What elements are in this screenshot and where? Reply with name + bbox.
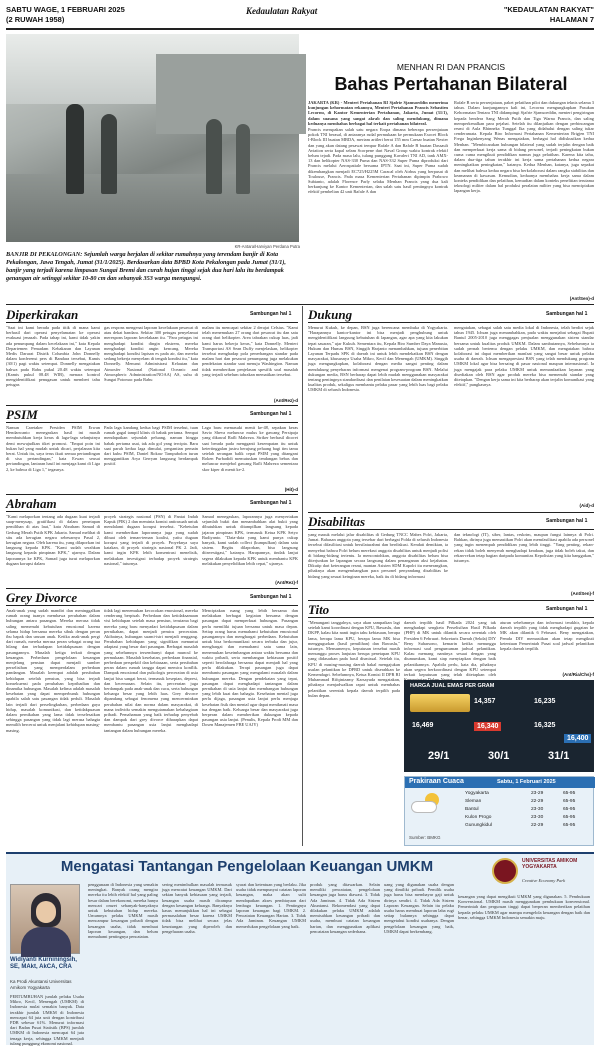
lead-col1-text: Prancis merupakan salah satu negara Eropa dimana beberapa persenjataan pokok TNI berasal, di antaranya rudal permukaan ke permukaan Exocet Block I-Block III buatan MBDA, meriam artileri berat 155 mm Caesar buatan Nexter dan yang akan datang pesawat tempur Rafale A dan Rafale B buatan Dassault Aviation serta kapal selam Scorpene dari Naval Group waktu kontrak efektif belum tejadi. Pada masa lalu, tulang punggung Kavaleri TNI AD, tank AMX-13 dan helikopter NAS-330 Puma dan NAS-332 Super Puma diproduksi dari Prancis melalui Aerospatiale bersama IPTN. Saat ini, Super Puma sudah dikembangkan menjadi EC725/H225M Caracal oleh Airbus yang berpusat di Toulouse, Prancis. Pada masa Kementerian Pertahanan dipimpin Prabowo Subianto, adalah Florence Parly selaku Menhan Prancis yang dua kali berkunjung ke Kantor Kementerian, dan salah satu hasil pentingnya kontrak efektif pembelian 42 unit Rafale A dan [308,127,448,195]
gold-bar [410,694,470,712]
diperkirakan-col2: gas respons mengenai laporan kecelakaan pesawat di atau dekat bandara. Sekitar 300 petugas penyelamat merespons laporan kecelakaan itu. "Para petugas ini menghadapi kondisi dingin ekstrem, mereka menghadapi kondisi angin kencang. Mereka menghadapi kondisi lapisan es pada air, dan mereka sedang bekerja menyelam di tengah kondisi itu," kata Donnelly. Menurut Administrasi Kelautan dan Atmosfer Nasional (National Oceanic and Atmospheric Administration/NOAA) AS, suhu di Sungai Potomac pada Rabu [104,325,198,383]
weather-hum-4: 65-95 [563,815,576,820]
weather-row-2 [465,799,591,804]
lead-headline: Bahas Pertahanan Bilateral [334,74,568,94]
gold-date-1: 29/1 [428,750,450,762]
dukung-cont: Sambungan hal 1 [546,311,588,317]
abraham-col3: Samad menegaskan, laporannya juga menyertakan sejumlah bukti dan menambahkan alat bukti yang dibutuhkan untuk ditampilkan langsung kepada jajaran pimpinan KPK, termasuk Ketua KPK Setyo Budiyanto. "Data-data yang kami punya cukup banyak, kami sudah collect (kumpulkan) dalam satu sistem. Begitu dilaporkan, bisa langsung diinvestigasi," katanya. Harapannya, tindak lanjut segera dilakukan kepada KPK untuk membantu KPK melakukan penyelidikan lebih cepat," ujarnya. [202,514,298,566]
weather-row-5 [465,823,591,828]
masthead [6,5,594,27]
tito-col1: "Menangani tanggalnya, saya akan sampaikan lagi setelah kami koordinasi dengan KPU, Bawaslu, dan DKPP, kalau kita nanti ingin tahu kebiasaan, berapa lama, berapa lama KPU, berapa lama MK bisa menggugurkan (hasil pemilihan) dan Bawaslu," tuturnya. Mensumenya, keputusan tersebut masih menunggu proses lanjutan berupa penetapan KPU yang didasarkan pada hasil dismissal. Setelah itu, KPU di masing-masing daerah bakal mengajukan usulan pelantikan ke DPRD untuk diserahkan ke Kemendagri. Sebelumnya, Ketua Komisi II DPR RI Muhammad Rifqinizamy Karsayuda mengatakan, pihaknya menjadwalkan rapat untuk membahas pelantikan serentak kepala daerah terpilih pada bulan depan. [308,620,400,698]
opinion-col7: keuangan yang dapat mengikuti UMKM yang digunakan. 5. Pembukuan Konvensional. UMKM masih menggunakan pembukuan konvensional. Pemerintah dan perguruan tinggi dapat berperan memberikan pelatihan kepada pelaku UMKM agar mampu mengelola keuangan dengan baik dan benar, sehingga UMKM Indonesia semakin maju. [458,894,590,920]
weather-temp-4: 23-30 [531,815,544,820]
diperkirakan-sign: (Ant/Rez)-d [274,398,298,403]
gold-value-6: 16,400 [564,734,591,743]
diperkirakan-col3: malam itu mencapai sekitar 2 derajat Celsius. "Kami telah menemukan 27 orang dari pesawat itu dan satu orang dari helikopter. Area tabrakan cukup luas, jadi kami harus bekerja keras," kata Donnelly. Menteri Transportasi AS Sean Duffy menjelaskan, helikopter tersebut menghadap pola penerbangan standar pada malam hari dan pesawat penumpang juga melakukan pendekatan standar saat menuju Washington. Namun tidak memberikan penjelasan spesifik soal masalah yang terjadi sebelum tabrakan mematikan tersebut. [202,325,298,377]
grey-divorce-col3: Menciptakan ruang yang lebih bersama dan melakukan berbagai kegiatan bersama dengan pasangan dapat memperkuat hubungan. Pasangan perlu memiliki tujuan bersama untuk masa depan. Setiap orang harus memahami kebutuhan emosional pasangannya dan menghargai perbedaan. Kebutuhan untuk bisa berkomunikasi secara terbuka dan jujur, menghargai dan memahami satu sama lain, menemukan keseimbangan antara waktu bersama dan waktu pribadi, serta membangun kebiasaan positif seperti berolahraga bersama dapat menjadi hal yang perlu dilakukan. Terapi pasangan juga dapat membantu pasangan yang mengalami masalah dalam hubungan mereka. Dengan pendekatan yang tepat, pasangan dapat menghadapi tantangan dalam pernikahan di usia lanjut dan membangun hubungan yang lebih kuat dan bahagia. Kesehatan mental juga perlu dijaga, pasangan usia lanjut perlu menjaga kesehatan fisik dan mental agar dapat menikmati masa tua dengan baik. Keluarga besar dan masyarakat juga berperan dalam memberikan dukungan kepada pasangan usia lanjut. (Penulis, Kepala Prodi MM dan Dosen Manajemen FBE UAJY) [202,608,298,728]
gold-widget-title: HARGA JUAL EMAS PER GRAM [410,683,495,689]
weather-temp-3: 23-30 [531,807,544,812]
tito-title: Tito [308,602,330,617]
diperkirakan-cont: Sambungan hal 1 [250,311,292,317]
weather-city-1: Yogyakarta [465,791,489,796]
weather-hum-5: 65-95 [563,823,576,828]
weather-row-1 [465,791,591,796]
gold-date-3: 31/1 [548,750,570,762]
opinion-col2: penggunaan di Indonesia yang semakin meningkat. Banyak orang mengira mereka itu lebih efektif hal yang paling besar dalam berekonomi, mereka hanya mencari omzet sebanyak-banyaknya untuk kebutuhan hidup mereka. Umumnya pelaku UMKM masih mencampur keuangan pribadi dengan keuangan usaha, tidak membuat laporan keuangan, dan belum memahami pentingnya pencatatan. [88,882,158,940]
weather-row-4 [465,815,591,820]
opinion-col4: syarat dan ketentuan yang berlaku. Jika usaha tidak mempunyai catatan laporan keuangan, maka akan sulit mendapatkan akses pembiayaan dari lembaga keuangan. 1. Pentingnya laporan keuangan bagi UMKM. 2. Pencatatan Keuangan Harian. 3. Tidak Ada Jaminan. Keuangan UMKM memerlukan pengelolaan yang baik. [236,882,306,929]
weather-icon [411,793,443,819]
tito-col2: daerah terpilih hasil Pilkada 2024 yang tak menghadapi sengketa Perselisihan Hasil Pilkada (PHP) di MK untuk dilantik secara serentak oleh Presiden 6 Februari. Sekretaris Daerah (Sekda) DIY Beny Suharsono, kemarin ketika menunggu informasi soal pengumuman jadwal pelantikan. Kalau memang nantinya sesuai dengan yang diumumkan, kami siap menyiapkan dengan baik pelantikannya. Apabila perlu, kata dia, pihaknya akan segera berkoordinasi dengan KPU setempat terkait keputusan yang telah ditetapkan oleh [404,620,496,678]
weather-hum-2: 65-95 [563,799,576,804]
weather-hum-1: 65-95 [563,791,576,796]
opinion-section [6,852,594,1045]
hijri-line: (2 RUWAH 1958) [6,15,65,24]
lead-col2-text: Rafale B serta persenjataan, paket pelatihan pilot dan dukungan teknis selama 3 tahun. Dalam kunjungannya kali ini, Lecornu mengungkapkan Pasukan Kehormatan Tentara TNI didampingi Sjafrie Sjamsoeddin, menteri pengiringan kepada bendera Sang Merah Putih dan Tiga Warna Prancis, dan saling memperkenalkan para pejabat. Setelah itu dilanjutkan dengan perbincangan resmi di Aula Bhinneka Tunggal Ika yang didahului dengan saling tukar cenderamata. Kepala Biro Informasi Pertahanan Kementerian Brigjen TNI Frega Inginkenyang Wenas mengatakan, berbagai hal didiskusikan kedua Menhan. "Membicarakan hubungan bilateral yang sudah terjalin dengan baik dan memperkuat kerja sama di bidang personel, terjadi peningkatan bukan cuma cuma mengikuti pendidikan namun juga pelatihan. Karena kita tahu, dalam dua-tiga tahun terakhir ini kerja sama pertahanan kedua negara meningkatkan peningkatan," katanya. Kedua Menhan, katanya, juga sepakat dan melihat bahwa kedua negara bisa berkolaborasi dalam rangka stabilitas dan keamanan di kawasan. Kemudian, keduanya membahas kerja sama dalam konteks pendidikan dan pelatihan, kemudian dalam konteks penelitian terutama teknologi militer dalam hal produksi peralatan militer yang bisa menciptakan lapangan kerja. [454,100,594,194]
photo-credit: KR-Antara/Harviyan Perdana Putra [234,244,300,249]
weather-hum-3: 65-95 [563,807,576,812]
weather-temp-2: 22-29 [531,799,544,804]
disabilitas-title: Disabilitas [308,514,366,529]
author-photo [10,884,80,954]
section-title: "KEDAULATAN RAKYAT" [503,5,594,14]
university-logo [492,856,590,888]
tito-cont: Sambungan hal 1 [546,606,588,612]
opinion-col6: uang yang digunakan usaha dengan yang dimiliki pribadi. Pemilik usaha juga harus bisa membayar gaji untuk dirinya sendiri. 4. Tidak Ada Sistem Laporan Keuangan. Selain itu pelaku usaha harus membuat laporan laba rugi setiap bulannya sehingga dapat mengetahui kondisi usahanya. Dengan pengelolaan keuangan yang baik, UMKM dapat berkembang. [384,882,454,934]
tito-col3: aturan sebelumnya dan informasi terakhir, kepala daerah terpilih yang tidak menghadapi gugatan ke MK akan dilantik 6 Februari. Beny mengatakan, Pemda DIY memastikan akan tetap mengikuti ketentuan Pemerintah Pusat soal jadwal pelantikan kepala daerah terpilih. [500,620,594,652]
gold-value-5: 16,325 [534,722,556,729]
abraham-col1: "Kami melaporkan tentang ada dugaan kuat terjadi suap-menyuap, gratifikasi di dalam penetapan pemilihan di atas laut," kata Abraham Samad di Gedung Merah Putih KPK Jakarta. Samad melihat di situ ada kerugian negara sebesarnya Pasal 2, kerugian negara. Oleh karena itu, yang dilaporkan ini langsung kepada KPK. "Kami sudah serahkan langsung kepada pimpinan KPK," ujarnya. Dalam laporannya ke KPK, Samad juga turut melaporkan dugaan korupsi dalam [6,514,100,566]
flood-photo [6,34,299,242]
weather-source: Sumber: BMKG [409,835,441,840]
abraham-cont: Sambungan hal 1 [250,500,292,506]
abraham-title: Abraham [6,496,57,511]
lead-sign: (Ant/Sen)-d [569,296,594,301]
psim-col2: Pada laga kandang kedua bagi PSIM tersebut, tuan rumah gagal tampil klinis di babak pertama. Sempat mendapatkan sejumlah peluang, namun hingga babak pertama usai, tak ada gol yang tercipta. Baru saat paruh kedua laga dimulai, pergantian pemain dari kubu PSIM, Daniel Rokaw Tampubolon turun menggantikan Arya Gerryan langsung berdampak positif. [104,425,198,467]
dukung-col2: mengatakan, sebagai salah satu media lokal di Indonesia, telah berdiri sejak tahun 1945. Ichsan juga menambahkan, pada waktu menjabat sebagai Bupati Bantul 2005-2010 juga menggagas penjualan menggunakan sistem standar bersama untuk kualitas produk UMKM. Dalam sambutannya, Sebelumnya ia sudah pernah bertemu dengan pelaku UMKM, dan mengatakan bahwa kolaborasi ini dapat memberikan manfaat yang sangat besar untuk pelaku usaha di daerah. Ichsan mengapresiasi BSN yang telah mendukung program UMKM lokal agar bisa bersaing di pasar nasional maupun internasional. Ia juga mengajak para pelaku UMKM untuk memanfaatkan layanan yang disediakan oleh BSN agar produk mereka bisa memenuhi standar yang ditetapkan. "Dengan kerja sama ini kita berharap akan terjalin komunikasi yang efektif," pungkasnya. [454,325,594,388]
photo-caption: BANJIR DI PEKALONGAN: Sejumlah warga berjalan di sekitar rumahnya yang terendam banjir di Kota Pekalongan, Jawa Tengah, Jumat (31/1/2025). Berdasarkan data BPBD Kota Pekalongan pada Jumat (31/1), banjir yang terjadi karena limpasan Sungai Bremi dan curah hujan tinggi sejak dua hari lalu itu berdampak genangan air setinggi sekitar 10-80 cm dan sebanyak 353 warga mengungsi. [6,251,286,282]
gold-value-3: 16,469 [412,722,434,729]
author-name: Widiyanti Kurniningsih, SE, MAkt, AkCA, CRA [10,957,77,970]
gold-value-4: 16,340 [474,722,501,731]
gold-price-widget [404,680,594,772]
psim-col1: Namun Caretaker Presiden PSIM Erwan Hendarwanto menegaskan hasil ini masih membutuhkan kerja keras di laga-laga selanjutnya demi mewujudkan tiket promosi. "Empat poin ini bukan hal yang mudah untuk dicari, perjalanan kita berat. Untuk itu, saya terus ikuti semua pertandingan di sisa pertandingan," kata Erwan seusai pertandingan, lantaran hasil ini menjaga kami di Liga 2, ke bahwa di Liga 1," tegasnya. [6,425,100,472]
university-name: UNIVERSITAS AMIKOM YOGYAKARTA [522,858,578,870]
weather-date: Sabtu, 1 Februari 2025 [497,779,556,785]
weather-widget [404,776,594,846]
tito-sign: (Ant/Ria/Chs)-f [562,672,594,677]
diperkirakan-title: Diperkirakan [6,307,79,322]
disabilitas-sign: (Ant/Sen)-f [571,591,594,596]
gold-value-2: 16,235 [534,698,556,705]
weather-city-4: Kulon Progo [465,815,492,820]
gold-date-2: 30/1 [488,750,510,762]
lead-kicker: MENHAN RI DAN PRANCIS [396,62,506,72]
psim-cont: Sambungan hal 1 [250,411,292,417]
grey-divorce-col2: tidak lagi menemukan kecocokan emosional, mereka cenderung berpisah. Perbedaan dan ketidaksamaan visi kehidupan setelah masa pensiun, terutama bagi mereka yang baru menyadari ketidakpuasan dalam pernikahan, dapat menjadi pemicu perceraian. Akibatnya, hubungan suami-istri menjadi renggang. Perubahan kehidupan yang signifikan menuntut adaptasi yang besar dari pasangan. Berbagai masalah yang sebelumnya tersembunyi dapat muncul ke permukaan. Masalah kesehatan, perbedaan finansial, perbedaan perspektif dan kebiasaan, serta perubahan peran dalam rumah tangga dapat memicu konflik. Dampak emosional dan psikologis perceraian di usia lanjut bisa sangat berat, termasuk kesepian, depresi, dan kecemasan. Selain itu, perceraian juga berdampak pada anak-anak dan cucu, serta hubungan keluarga besar yang lebih luas. Grey divorce dipandang sebagai fenomena yang mencerminkan perubahan nilai dan norma dalam masyarakat, di mana individu semakin mengutamakan kebahagiaan pribadi. Pemahaman yang baik terhadap penyebab dan dampak dari grey divorce diharapkan dapat membantu pasangan usia lanjut menghadapi tantangan dalam hubungan mereka. [104,608,198,733]
opinion-col3: sering menimbulkan masalah termasuk juga mencatat keuangan UMKM. Dari sekian banyak kebiasaan yang terjadi, keuangan usaha masih dicampur dengan keuangan keluarga. Banyaknya kasus menunjukkan hal ini sebagai permasalahan besar karena UMKM tidak bisa melihat secara jelas keuntungan yang diperoleh dan pengeluaran usaha. [162,882,232,934]
grey-divorce-title: Grey Divorce [6,590,78,605]
psim-sign: (Hit)-d [284,487,298,492]
weather-temp-5: 22-29 [531,823,544,828]
lead-col2 [454,100,594,296]
date-line: SABTU WAGE, 1 FEBRUARI 2025 [6,5,125,14]
diperkirakan-col1: "Saat ini kami berada pada titik di mana kami berhasil dari operasi penyelamatan ke operasi evakuasi jenazah. Pada tahap ini, kami tidak yakin ada penumpang dalam kecelakaan ini," kata Kepala Departemen Pemadam Kebakaran dan Layanan Medis Darurat Distrik Columbia John Donnelly dalam konferensi pers di Bandara tersebut, Kamis (30/1) pagi waktu setempat. Donnelly mengatakan bahwa pada Rabu pukul 20.48 waktu setempat (Kamis pukul 08.48 WIB), menara kontrol mengidentifikasi penugasan untuk memberi tahu petugas [6,325,100,388]
weather-city-3: Bantul [465,807,479,812]
disabilitas-col1: yang masuk melalui jalur disabilitas di Gedung TNCC Mabes Polri, Jakarta, Jumat. Bahasan anggota yang tersebar dari berbagai Polda di seluruh Indonesia tersebut difasilitasi untuk bersilaturahmi dan berdiskusi. Kendati demikian, ia menyebut bahwa Polri belum merekrut anggota disabilitas untuk menjadi polisi di bidang-bidang tertentu. Ia mencontohkan, anggota disabilitas belum bisa diterjunkan ke lapangan secara langsung dalam penanganan aksi kejahatan. Dikutip dari keterangan resmi, mantan Asisten SDM Kapolri itu menerangkan, pihaknya akan mengembangkan para personel penyandang disabilitas ke bidang yang sesuai keinginan mereka, baik itu di bidang informasi [308,532,448,579]
disabilitas-cont: Sambungan hal 1 [546,518,588,524]
opinion-col5: produk yang ditawarkan. Selain memiliki pencatatan, pengelolaan keuangan juga harus diawasi. 3. Tidak Ada Jaminan. 4. Tidak Ada Sistem Akuntansi. Rekomendasi yang dapat dilakukan pelaku UMKM adalah memisahkan keuangan pribadi dan usaha, membuat catatan keuangan harian, dan menggunakan aplikasi pencatatan keuangan sederhana. [310,882,380,934]
masthead-rule [6,28,594,30]
page-number: HALAMAN 7 [549,15,594,24]
opinion-headline: Mengatasi Tantangan Pengelolaan Keuangan UMKM [60,858,434,875]
weather-title: Prakiraan Cuaca [409,778,464,785]
university-crest-icon [492,858,518,884]
university-tagline: Creative Economy Park [522,878,566,883]
disabilitas-col2: dan teknologi (IT), siber, lantas, reskrim, maupun fungsi lainnya di Polri. Bahkan, dirinya juga memastikan Polri akan memfasilitasi apabila ada personel yang ingin menempuh pendidikan yang lebih tinggi. "Yang penting, rekan-rekan tidak boleh menyerah menghadapi keadaan, juga tidak boleh takut, dan rekan-rekan tetap bagian daripada komunitas Kepolisian yang kita banggakan," tuturnya. [454,532,594,564]
dukung-col1: Menurut Kukuh, ke depan, BSN juga berencana membuka di Yogyakarta. "Harapannya kantor-kantor ini bisa menjadi penghubung untuk mengidentifikasi langsung kebutuhan di lapangan, agar apa yang kita lakukan tepat sasaran," ujar Kukuh. Sementara itu, Kepala Biro Sumber Daya Manusia, Hukum dan Humas BSN, Singgih Harjanto menambahkan, tujuan penerbitan Layanan Terpadu SPK di daerah ini untuk lebih mendekatkan BSN dengan masyarakat, khususnya Usaha Mikro, Kecil dan Menengah (UMKM). Singgih juga mengungkapkan, kolaborasi dengan media sangat penting dalam mendukung penyebaran informasi mengenai program-program BSN. Melalui dukungan media, BSN berharap dapat lebih mudah menggunakan masyarakat tentang pentingnya standardisasi dan penilaian kesesuaian dalam meningkatkan kualitas produk, sekaligus membantu pelaku pasar yang lebih luas bagi pelaku UMKM di seluruh Indonesia. [308,325,448,393]
grey-divorce-cont: Sambungan hal 1 [250,594,292,600]
weather-row-3 [465,807,591,812]
lead-dateline: JAKARTA (KR) - Menteri Pertahanan RI Sjafrie Sjamsoeddin menerima kunjungan kehormatan rekannya, Menteri Pertahanan Prancis Sebastien Lecornu, di Kantor Kementerian Pertahanan, Jakarta, Jumat (31/1), dalam suasana yang sangat akrab dan saling mendukung, dimana keduanya membahas berbagai hal terkait pertahanan bilateral. [308,100,448,126]
weather-temp-1: 23-29 [531,791,544,796]
dukung-sign: (Aid)-d [579,503,594,508]
abraham-sign: (Ant/Rez)-f [275,580,298,585]
weather-city-5: Gunungkidul [465,823,492,828]
weather-city-2: Sleman [465,799,482,804]
lead-col1 [308,100,448,300]
psim-col3: Laga baru memasuki menit ke-48, sepakan keras Savio Sheva meluncur mulus ke gawang Persipaja yang dikawal Rafli Mahreza. Striker berhasil dicoret saat berada pada mengganti kesempatan itu untuk ketertinggalan justru berujung peluang bagi tim tamu setelah serangan balik cepat PSIM yang ditangani Roken Purbadidi memutuskan tendangan bebas dan meluncur menjebol gawang Rafli Mahreza sementara skor kiper di menit ke-2. [202,425,298,472]
abraham-col2: proyek strategis nasional (PSN) di Pantai Indah Kapuk (PIK) 2 dan meminta komisi antirasuah untuk mendalami dugaan korupsi tersebut. "Kebetulan kami memberikan laporannya juga yang sudah dibuat oleh teman-teman koalisi, yaitu dugaan korupsi yang terjadi di proyek. Proyeknya saya katakan, di proyek strategis nasional PK 2. Jadi, kami ingin KPK lebih konsentrasi menelisik, melakukan investigasi terhadap proyek strategis nasional," tuturnya. [104,514,198,566]
grey-divorce-col1: Anak-anak yang sudah mandiri dan meninggalkan rumah orang tuanya membawa perubahan dalam hubungan antara pasangan. Mereka merasa tidak saling memenuhi kebutuhan emosional karena selama hidup bersama mereka sibuk dengan peran ibu bapak dan urusan anak. Ketika anak-anak pergi dari rumah, mereka merasa peran sebagai orang tua hilang dan terhadapan ketidakpuasan dengan pasangannya. Masalah ketiga terkait dengan keuangan. Perbedaan pengelolaan keuangan menjelang pensiun dapat menjadi sumber perselisihan yang memperdalam perbedaan pandangan. Masalah keempat adalah perubahan kehidupan setelah pensiun, yang bisa terjadi konsekuensi pada perubahan kepribadian dan dinamika hubungan. Masalah kelima adalah masalah kesehatan yang dapat memperburuk hubungan apabila salah satu pasangan tidak peduli. Masalah lain terjadi dari perselingkuhan, perbedaan gaya hidup, masalah komunikasi, dan ketidakpuasan dalam pernikahan yang lama tidak terselesaikan sehingga pasangan yang tidak lagi merasa bahagia memilih bercerai untuk menjalani kehidupan masing-masing. [6,608,101,733]
paper-name: Kedaulatan Rakyat [246,6,318,16]
gold-value-1: 14,357 [474,698,496,705]
dukung-title: Dukung [308,307,353,322]
author-role: Ka Prodi Akuntansi Universitas Amikom Yogyakarta [10,979,72,990]
psim-title: PSIM [6,407,38,422]
opinion-col1: PERTUMBUHAN jumlah pelaku Usaha Mikro, Kecil, Menengah (UMKM) di Indonesia mulai semakin banyak. Data terakhir jumlah UMKM di Indonesia mencapai 64 juta unit dengan kontribusi PDB sebesar 61%. Menurut informasi dari Badan Pusat Statistik (BPS) jumlah UMKM di Indonesia mencapai 64 juta tenaga kerja, sehingga UMKM menjadi tulang punggung ekonomi nasional. [10,994,84,1046]
